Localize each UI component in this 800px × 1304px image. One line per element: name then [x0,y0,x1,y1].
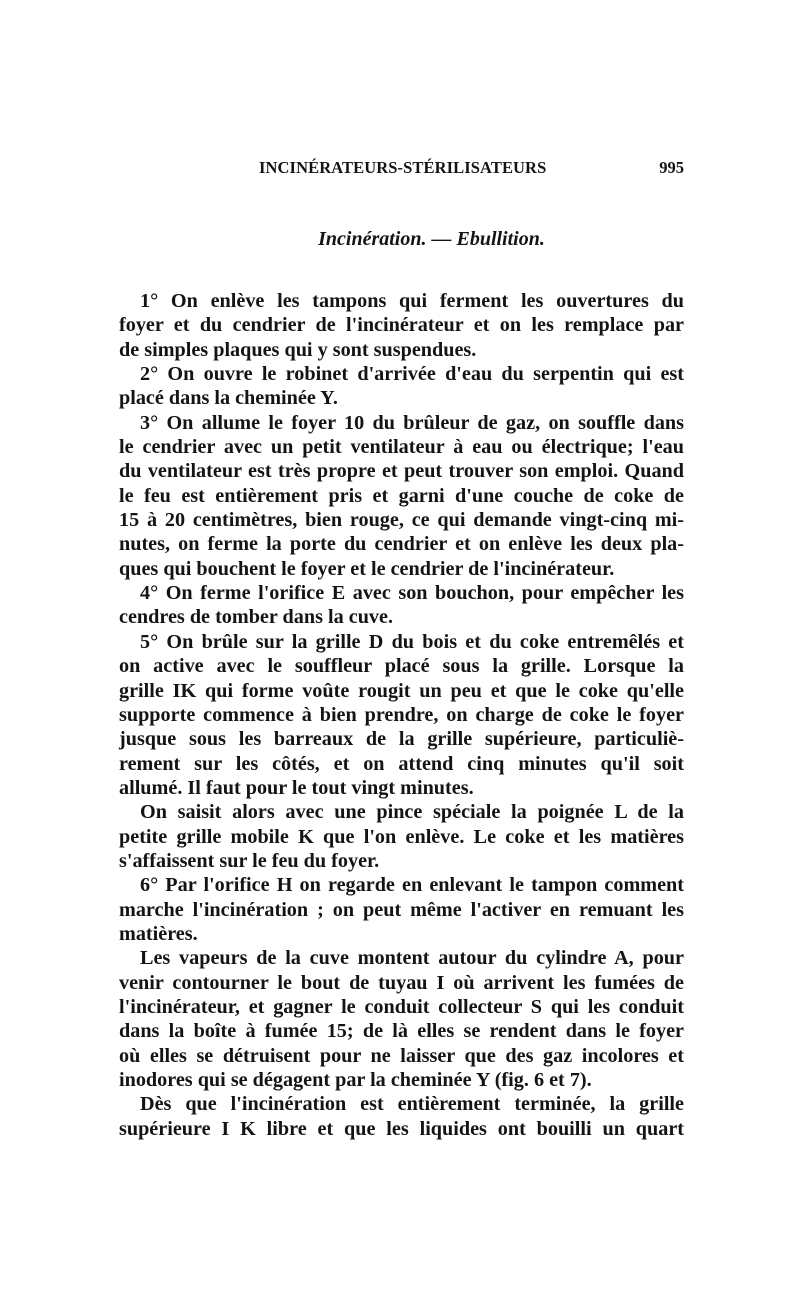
text-line: 5° On brûle sur la grille D du bois et du coke entremêlés et [140,630,684,653]
text-line: Les vapeurs de la cuve montent autour du cylindre A, pour [140,947,684,970]
text-line: cendres de tomber dans la cuve. [119,606,394,629]
text-line: 4° On ferme l'orifice E avec son bouchon, pour empêcher les [140,582,684,605]
text-line: 15 à 20 centimètres, bien rouge, ce qui demande vingt-cinq mi- [119,509,684,532]
text-line: le feu est entièrement pris et garni d'une couche de coke de [119,484,684,507]
running-title: INCINÉRATEURS-STÉRILISATEURS [259,158,547,177]
text-line: placé dans la cheminée Y. [119,387,338,410]
page-number: 995 [659,158,684,177]
text-line: 1° On enlève les tampons qui ferment les ouvertures du [140,290,684,312]
text-line: petite grille mobile K que l'on enlève. Le coke et les matières [119,825,684,848]
text-line: on active avec le souffleur placé sous la grille. Lorsque la [119,655,684,678]
text-line: jusque sous les barreaux de la grille supérieure, particuliè- [119,728,684,751]
text-line: de simples plaques qui y sont suspendues. [119,338,477,361]
text-line: rement sur les côtés, et on attend cinq minutes qu'il soit [119,752,684,775]
text-line: Dès que l'incinération est entièrement terminée, la grille [140,1093,684,1116]
text-line: matières. [119,922,198,945]
text-line: 2° On ouvre le robinet d'arrivée d'eau du serpentin qui est [140,363,684,386]
text-line: marche l'incinération ; on peut même l'activer en remuant les [119,898,684,921]
text-line: venir contourner le bout de tuyau I où arrivent les fumées de [119,971,684,994]
text-line: supporte commence à bien prendre, on charge de coke le foyer [119,703,684,726]
text-line: dans la boîte à fumée 15; de là elles se rendent dans le foyer [119,1020,684,1043]
text-line: foyer et du cendrier de l'incinérateur et on les remplace par [119,314,684,337]
text-line: s'affaissent sur le feu du foyer. [119,849,380,872]
text-line: inodores qui se dégagent par la cheminée Y (fig. 6 et 7). [119,1069,592,1091]
text-line: le cendrier avec un petit ventilateur à eau ou électrique; l'eau [119,436,684,459]
text-line: grille IK qui forme voûte rougit un peu et que le coke qu'elle [119,679,684,702]
text-line: supérieure I K libre et que les liquides ont bouilli un quart [119,1117,684,1140]
text-line: où elles se détruisent pour ne laisser que des gaz incolores et [119,1044,684,1067]
body-text [119,289,684,1141]
text-line: nutes, on ferme la porte du cendrier et on enlève les deux pla- [119,533,684,556]
text-line: 6° Par l'orifice H on regarde en enlevant le tampon comment [140,874,684,897]
running-header [119,158,684,182]
text-line: allumé. Il faut pour le tout vingt minutes. [119,776,474,799]
text-line: l'incinérateur, et gagner le conduit collecteur S qui les conduit [119,995,684,1018]
text-line: 3° On allume le foyer 10 du brûleur de gaz, on souffle dans [140,411,684,434]
text-line: ques qui bouchent le foyer et le cendrier de l'incinérateur. [119,557,615,580]
section-title: Incinération. — Ebullition. [318,228,545,250]
text-line: du ventilateur est très propre et peut trouver son emploi. Quand [119,460,684,483]
text-line: On saisit alors avec une pince spéciale la poignée L de la [140,801,684,824]
